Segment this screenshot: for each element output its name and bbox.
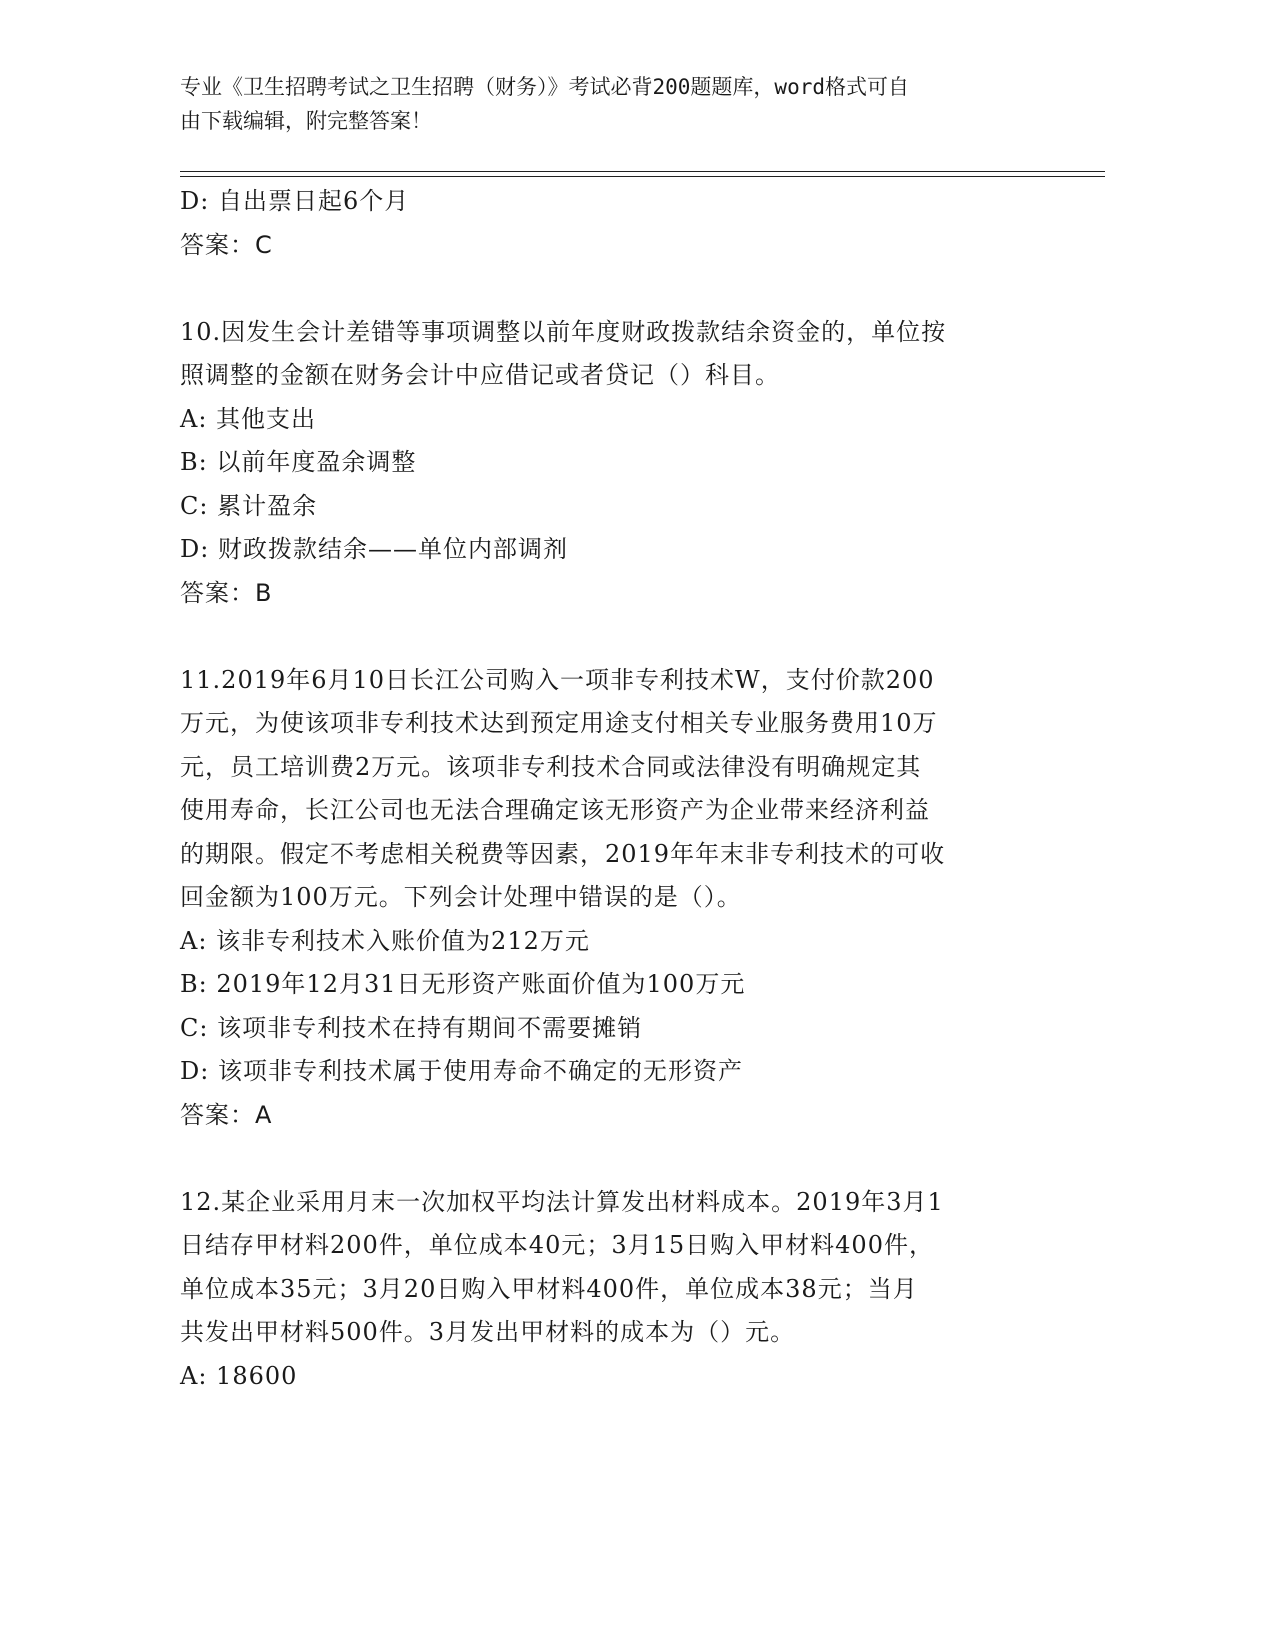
question-spacer [180,267,1040,311]
question-stem-line: 10.因发生会计差错等事项调整以前年度财政拨款结余资金的，单位按 [180,317,947,346]
question-list [180,180,1040,1398]
option-d: D: 财政拨款结余——单位内部调剂 [180,535,568,563]
question-spacer [180,615,1040,659]
option-c: C: 累计盈余 [180,491,318,520]
question-stem-line: 共发出甲材料500件。3月发出甲材料的成本为（）元。 [180,1318,796,1346]
question-stem-line: 11.2019年6月10日长江公司购入一项非专利技术W，支付价款200 [180,665,935,694]
question-stem-line: 的期限。假定不考虑相关税费等因素，2019年年末非专利技术的可收 [180,839,946,868]
question-stem-line: 照调整的金额在财务会计中应借记或者贷记（）科目。 [180,361,780,389]
document-header [180,70,1040,138]
option-d: D: 该项非专利技术属于使用寿命不确定的无形资产 [180,1057,743,1085]
option-b: B: 2019年12月31日无形资产账面价值为100万元 [180,970,746,998]
option-a: A: 该非专利技术入账价值为212万元 [180,926,590,955]
question-12 [180,1181,1040,1399]
answer-label: 答案：B [180,578,273,607]
question-stem-line: 元，员工培训费2万元。该项非专利技术合同或法律没有明确规定其 [180,752,922,781]
header-divider-bottom [180,176,1105,177]
question-stem-line: 日结存甲材料200件，单位成本40元；3月15日购入甲材料400件， [180,1231,934,1259]
question-stem-line: 万元，为使该项非专利技术达到预定用途支付相关专业服务费用10万 [180,709,938,737]
answer-label: 答案：C [180,230,273,259]
question-11 [180,659,1040,1138]
question-9-tail [180,180,1040,267]
option-a: A: 其他支出 [180,404,317,433]
option-d: D: 自出票日起6个月 [180,187,410,215]
header-title-line-1: 专业《卫生招聘考试之卫生招聘（财务）》考试必背200题题库，word格式可自 [180,75,909,99]
question-stem-line: 单位成本35元；3月20日购入甲材料400件，单位成本38元；当月 [180,1274,918,1303]
header-title-line-2: 由下载编辑，附完整答案！ [180,109,432,133]
question-spacer [180,1137,1040,1181]
option-a: A: 18600 [180,1361,298,1390]
question-stem-line: 回金额为100万元。下列会计处理中错误的是（）。 [180,883,742,911]
option-b: B: 以前年度盈余调整 [180,448,417,476]
question-stem-line: 12.某企业采用月末一次加权平均法计算发出材料成本。2019年3月1 [180,1187,944,1216]
answer-label: 答案：A [180,1100,273,1129]
option-c: C: 该项非专利技术在持有期间不需要摊销 [180,1013,643,1042]
question-10 [180,311,1040,616]
header-divider-top [180,171,1105,172]
question-stem-line: 使用寿命，长江公司也无法合理确定该无形资产为企业带来经济利益 [180,796,930,824]
